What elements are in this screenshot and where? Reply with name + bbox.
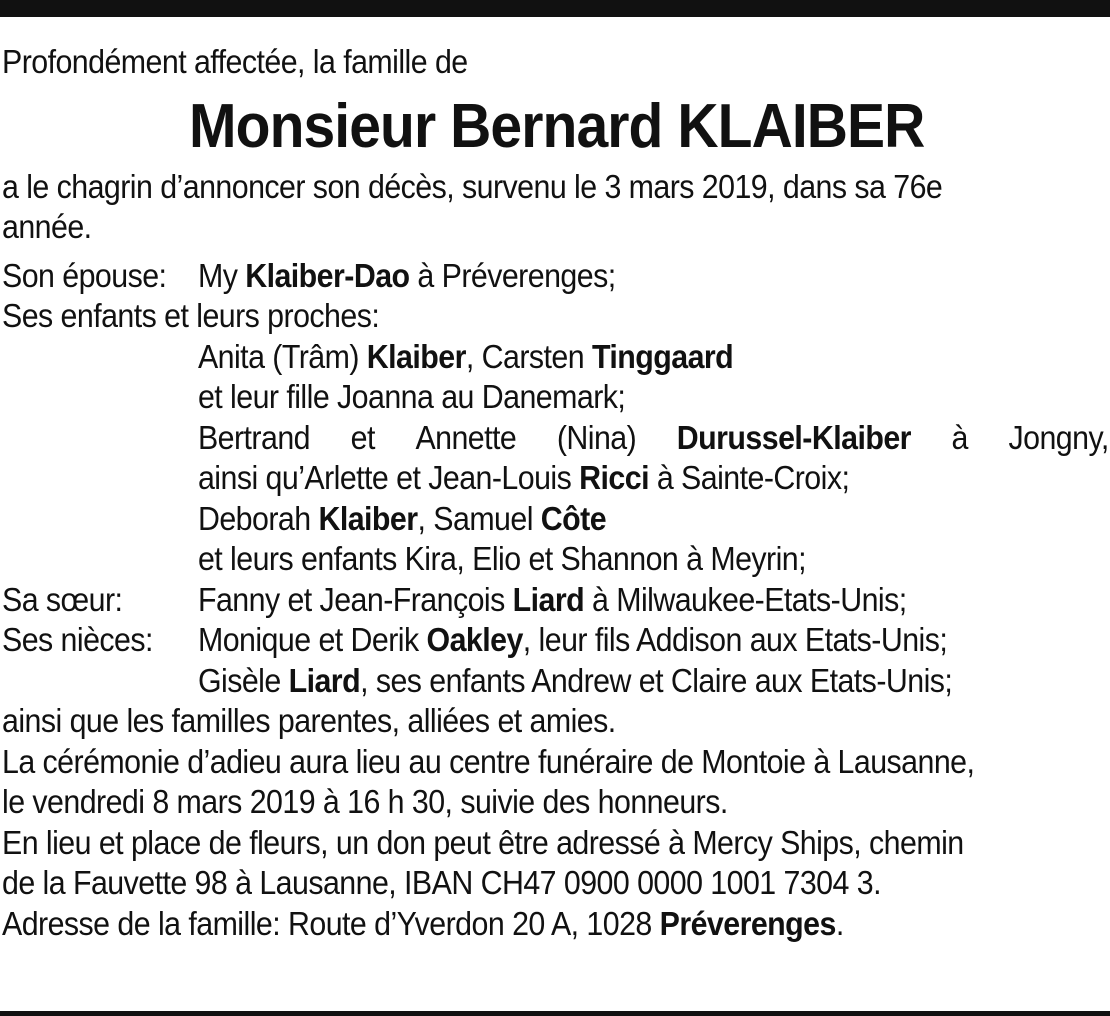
sister-label: Sa sœur: [2,580,123,618]
children-label: Ses enfants et leurs proches: [2,297,380,334]
nieces-row [2,620,1106,661]
families-line: ainsi que les familles parentes, alliées et amies. [2,702,616,739]
child-line-3: Bertrand et Annette (Nina) Durussel-Klaiber à Jongny, [197,418,1109,456]
sister-row [2,580,1106,621]
spouse-row [2,256,1106,297]
ceremony-line-1: La cérémonie d’adieu aura lieu au centre funéraire de Montoie à Lausanne, [2,742,975,780]
obituary-notice [2,42,1109,944]
donation-line-1: En lieu et place de fleurs, un don peut être adressé à Mercy Ships, chemin [2,823,964,861]
nieces-line-2: Gisèle Liard, ses enfants Andrew et Claire aux Etats-Unis; [197,661,953,699]
child-line-5: Deborah Klaiber, Samuel Côte [197,499,607,537]
child-line-2: et leur fille Joanna au Danemark; [197,378,626,415]
announce-line-2: année. [2,208,92,245]
top-rule [0,0,1110,17]
spouse-label: Son épouse: [2,256,167,294]
address-line: Adresse de la famille: Route d’Yverdon 20 A, 1028 Préverenges. [2,904,844,942]
child-line-6: et leurs enfants Kira, Elio et Shannon à Meyrin; [197,540,807,577]
sister-text: Fanny et Jean-François Liard à Milwaukee-Etats-Unis; [197,580,907,618]
ceremony-line-2: le vendredi 8 mars 2019 à 16 h 30, suivie des honneurs. [2,783,728,820]
donation-line-2: de la Fauvette 98 à Lausanne, IBAN CH47 0900 0000 1001 7304 3. [2,864,881,901]
nieces-text-1: Monique et Derik Oakley, leur fils Addison aux Etats-Unis; [197,621,948,658]
child-line-4: ainsi qu’Arlette et Jean-Louis Ricci à Sainte-Croix; [197,459,850,496]
deceased-name: Monsieur Bernard KLAIBER [189,91,925,161]
bottom-rule [0,1011,1110,1016]
nieces-label: Ses nièces: [2,621,153,658]
announce-line-1: a le chagrin d’annoncer son décès, survenu le 3 mars 2019, dans sa 76e [2,167,943,205]
intro-line: Profondément affectée, la famille de [2,43,468,80]
child-line-1: Anita (Trâm) Klaiber, Carsten Tinggaard [197,337,734,375]
spouse-text: My Klaiber-Dao à Préverenges; [197,256,616,294]
